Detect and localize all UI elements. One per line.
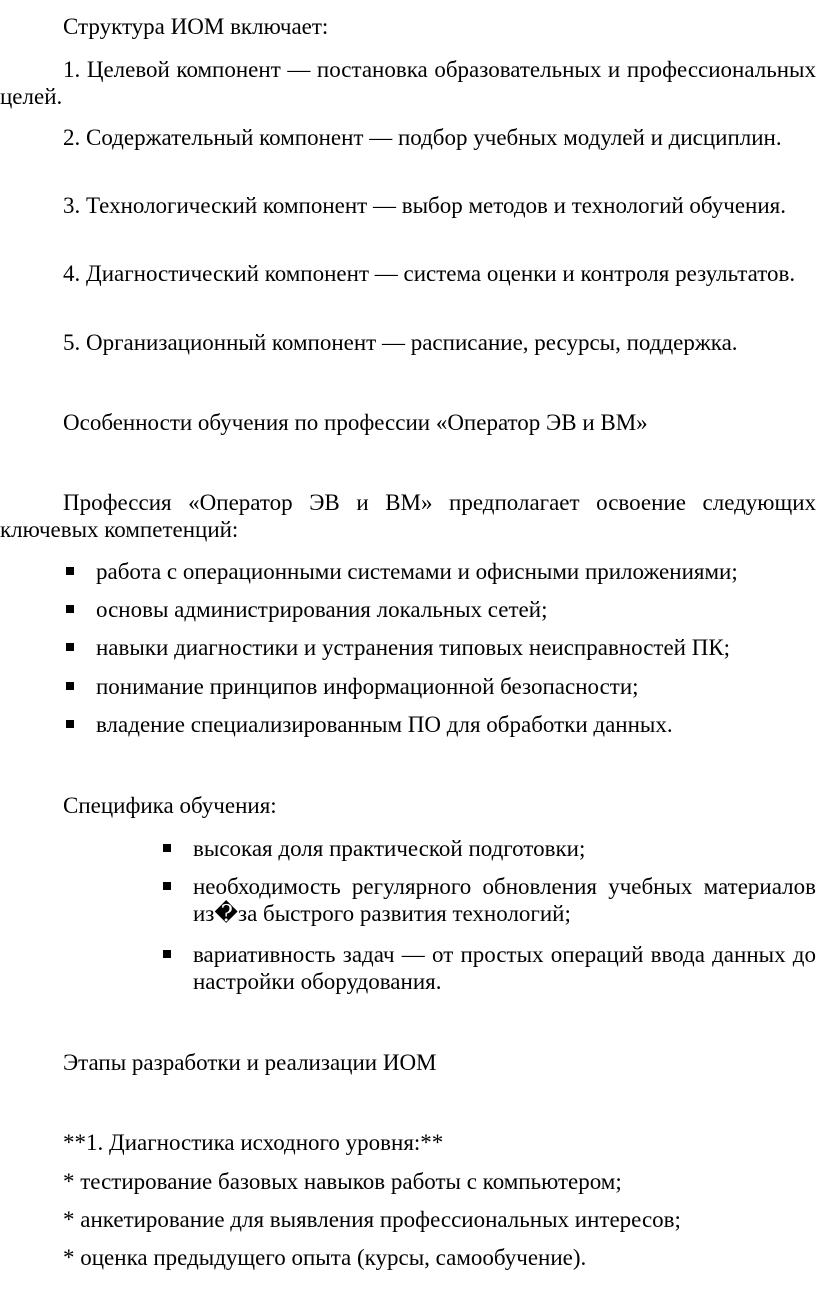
structure-item-5: 5. Организационный компонент — расписание, ресурсы, поддержка. — [63, 330, 738, 355]
structure-heading: Структура ИОМ включает: — [63, 14, 329, 39]
structure-item-4: 4. Диагностический компонент — система оценки и контроля результатов. — [63, 261, 796, 286]
specifics-heading: Специфика обучения: — [63, 793, 277, 818]
specifics-text: необходимость регулярного обновления учебных материалов из�за быстрого развития технологий; — [193, 874, 816, 926]
competency-text: работа с операционными системами и офисными приложениями; — [96, 559, 738, 584]
bullet-square-icon — [163, 844, 171, 852]
features-heading: Особенности обучения по профессии «Оператор ЭВ и ВМ» — [63, 410, 648, 435]
bullet-square-icon — [66, 567, 74, 575]
bullet-square-icon — [66, 605, 74, 613]
stage-1-title: **1. Диагностика исходного уровня:** — [63, 1130, 444, 1155]
bullet-square-icon — [66, 643, 74, 651]
specifics-text: вариативность задач — от простых операций ввода данных до настройки оборудования. — [193, 942, 816, 994]
stages-heading: Этапы разработки и реализации ИОМ — [63, 1050, 437, 1075]
structure-item-2: 2. Содержательный компонент — подбор учебных модулей и дисциплин. — [63, 125, 782, 150]
competency-text: навыки диагностики и устранения типовых неисправностей ПК; — [96, 635, 731, 660]
competency-text: владение специализированным ПО для обработки данных. — [96, 712, 673, 737]
bullet-square-icon — [163, 882, 171, 890]
structure-item-3: 3. Технологический компонент — выбор методов и технологий обучения. — [63, 193, 786, 218]
specifics-text: высокая доля практической подготовки; — [193, 836, 586, 861]
competency-text: понимание принципов информационной безопасности; — [96, 674, 639, 699]
stage-1-item: * анкетирование для выявления профессиональных интересов; — [63, 1207, 681, 1232]
bullet-square-icon — [66, 720, 74, 728]
features-intro: Профессия «Оператор ЭВ и ВМ» предполагает освоение следующих ключевых компетенций: — [0, 490, 816, 542]
stage-1-item: * оценка предыдущего опыта (курсы, самообучение). — [63, 1245, 587, 1270]
bullet-square-icon — [66, 682, 74, 690]
competency-text: основы администрирования локальных сетей; — [96, 597, 548, 622]
structure-item-1: 1. Целевой компонент — постановка образовательных и профессиональных целей. — [0, 57, 816, 109]
bullet-square-icon — [163, 950, 171, 958]
stage-1-item: * тестирование базовых навыков работы с компьютером; — [63, 1169, 622, 1194]
